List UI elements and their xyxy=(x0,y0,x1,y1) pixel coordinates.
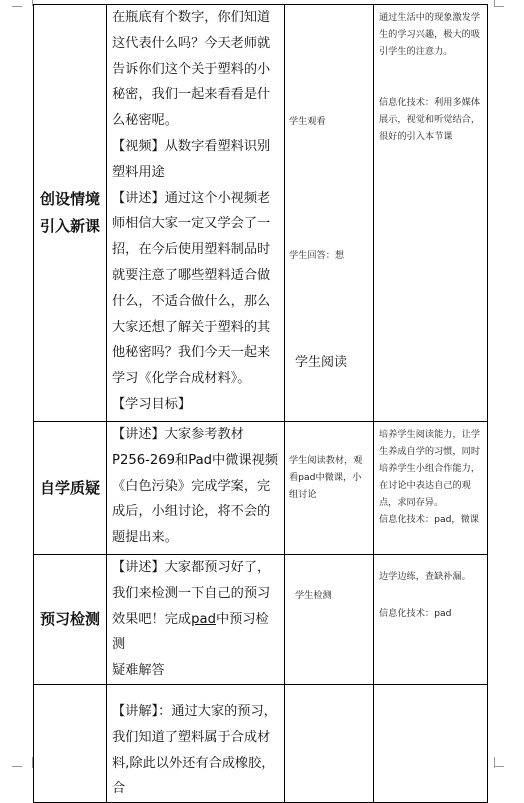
intent-cell xyxy=(374,555,488,685)
student-cell xyxy=(285,5,374,422)
paragraph: 信息化技术：利用多媒体展示，视觉和听觉结合，很好的引入本节课 xyxy=(379,97,481,142)
paragraph: 疑难解答 xyxy=(112,663,165,679)
student-activity: 学生阅读 xyxy=(295,355,348,370)
paragraph: 【讲解】：通过大家的预习，我们知道了塑料属于合成材料,除此以外还有合成橡胶，合 xyxy=(112,703,277,797)
margin-corner-mark xyxy=(12,6,22,17)
margin-corner-mark xyxy=(22,757,33,768)
activity-text xyxy=(107,5,284,418)
margin-corner-mark xyxy=(494,6,504,17)
pad-link-text: pad xyxy=(191,611,216,627)
stage-cell xyxy=(34,5,107,422)
paragraph: 【讲述】通过这个小视频老师相信大家一定又学会了一招，在今后使用塑料制品时就要注意了哪些塑料适合做什么，不适合做什么，那么大家还想了解关于塑料的其他秘密吗？我们今天一起来学习《化学合成材料》。 xyxy=(112,190,271,387)
activity-cell xyxy=(107,5,285,422)
student-cell xyxy=(285,555,374,685)
paragraph: 【视频】从数字看塑料识别塑料用途 xyxy=(112,138,271,180)
student-cell xyxy=(285,684,374,802)
margin-corner-mark xyxy=(494,756,504,767)
text-run: 中预习检测 xyxy=(112,611,269,653)
student-activity: 学生检测 xyxy=(295,590,332,601)
intent-text xyxy=(374,5,487,145)
table-row xyxy=(34,555,488,685)
intent-cell xyxy=(374,5,488,422)
text-run: 【讲述】大家都预习好了，我们来检测一下自己的预习效果吧！完成 xyxy=(112,560,271,627)
paragraph: 在瓶底有个数字，你们知道这代表什么吗？今天老师就告诉你们这个关于塑料的小秘密，我们一起来看看是什么秘密呢。 xyxy=(112,10,271,129)
activity-text xyxy=(107,555,284,684)
table-row xyxy=(34,422,488,555)
margin-corner-mark xyxy=(22,0,33,6)
stage-cell xyxy=(34,684,107,802)
student-activity: 学生回答：想 xyxy=(289,250,345,261)
lesson-plan-table xyxy=(33,4,488,803)
paragraph: 培养学生阅读能力，让学生养成自学的习惯，同时培养学生小组合作能力，在讨论中表达自己的观点，求同存异。 xyxy=(379,429,481,508)
student-activity: 学生观看 xyxy=(289,116,326,127)
paragraph: 信息化技术：pad，微课 xyxy=(379,514,479,525)
activity-text xyxy=(107,422,284,551)
student-activity: 学生阅读教材，观看pad中微课，小组讨论 xyxy=(289,455,363,500)
table-row xyxy=(34,5,488,422)
intent-cell xyxy=(374,422,488,555)
table-row xyxy=(34,684,488,802)
activity-cell xyxy=(107,422,285,555)
intent-cell xyxy=(374,684,488,802)
intent-text xyxy=(374,422,487,528)
stage-title: 创设情境 xyxy=(39,190,100,208)
stage-title: 预习检测 xyxy=(39,609,100,628)
margin-corner-mark xyxy=(12,756,22,767)
stage-title: 引入新课 xyxy=(39,217,100,235)
stage-title: 自学质疑 xyxy=(39,478,100,497)
paragraph: 【讲述】大家参考教材P256-269和Pad中微课视频《白色污染》完成学案，完成后，小组讨论，将不会的题提出来。 xyxy=(112,427,278,546)
paragraph: 【学习目标】 xyxy=(112,396,192,412)
paragraph: 信息化技术：pad xyxy=(379,608,452,619)
intent-text xyxy=(374,555,487,622)
paragraph: 边学边练，查缺补漏。 xyxy=(379,571,471,582)
paragraph: 通过生活中的现象激发学生的学习兴趣，极大的吸引学生的注意力。 xyxy=(379,12,481,57)
activity-cell xyxy=(107,555,285,685)
student-cell xyxy=(285,422,374,555)
stage-cell xyxy=(34,555,107,685)
activity-text xyxy=(107,685,284,802)
stage-cell xyxy=(34,422,107,555)
activity-cell xyxy=(107,684,285,802)
paragraph xyxy=(112,555,281,658)
